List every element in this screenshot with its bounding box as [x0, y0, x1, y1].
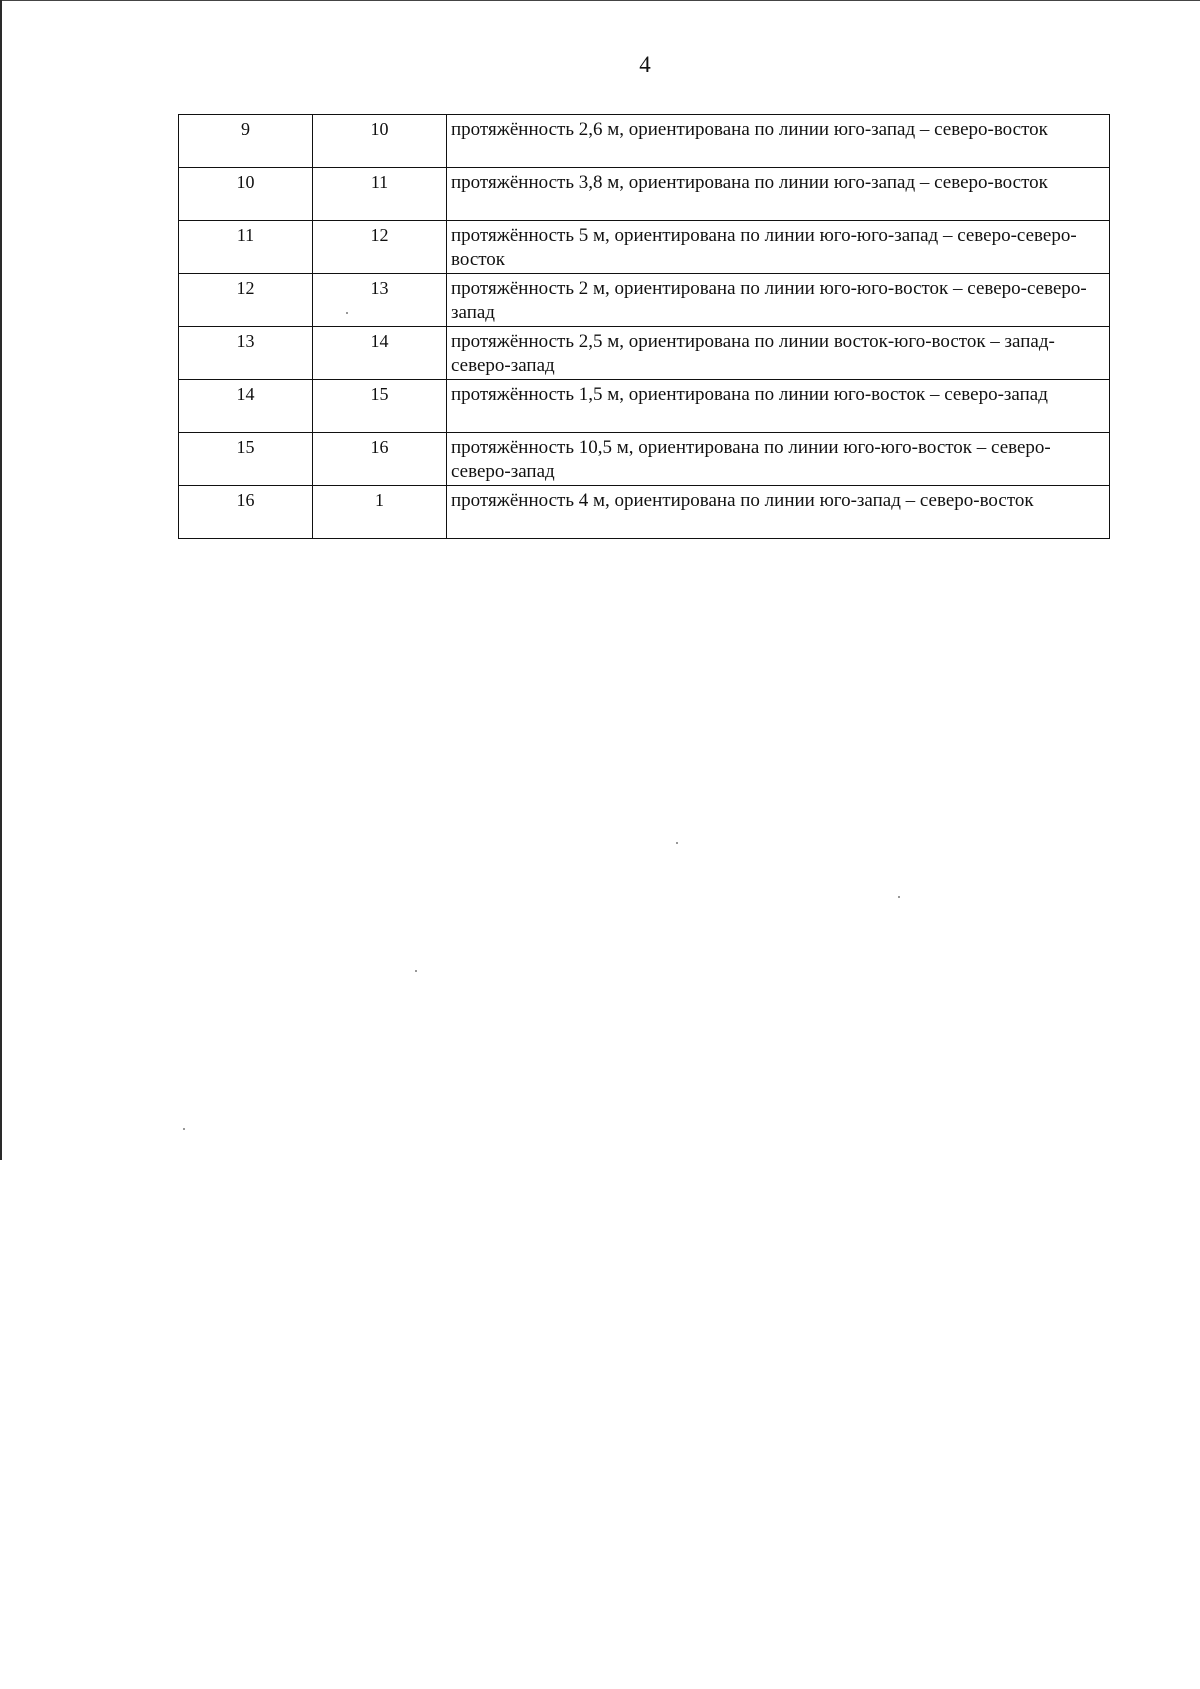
scan-speck	[183, 1128, 185, 1130]
segment-to-point: 12	[313, 221, 447, 274]
segment-from-point: 16	[179, 486, 313, 539]
segment-from-point: 10	[179, 168, 313, 221]
segment-from-point: 12	[179, 274, 313, 327]
page-number: 4	[639, 52, 651, 77]
scan-border-left	[0, 0, 2, 1160]
scan-speck	[898, 896, 900, 898]
segment-from-point: 13	[179, 327, 313, 380]
segment-to-point: 15	[313, 380, 447, 433]
segment-description: протяжённость 5 м, ориентирована по линии юго-юго-запад – северо-северо-восток	[447, 221, 1110, 274]
segment-to-point: 14	[313, 327, 447, 380]
segment-description: протяжённость 2,6 м, ориентирована по линии юго-запад – северо-восток	[447, 115, 1110, 168]
segment-from-point: 14	[179, 380, 313, 433]
segment-to-point: 11	[313, 168, 447, 221]
scan-speck	[346, 312, 348, 314]
table-row	[179, 221, 1110, 274]
segment-to-point: 16	[313, 433, 447, 486]
table-row	[179, 115, 1110, 168]
table-row	[179, 168, 1110, 221]
segment-description: протяжённость 1,5 м, ориентирована по линии юго-восток – северо-запад	[447, 380, 1110, 433]
table-row	[179, 486, 1110, 539]
segment-description: протяжённость 3,8 м, ориентирована по линии юго-запад – северо-восток	[447, 168, 1110, 221]
table-row	[179, 327, 1110, 380]
boundary-segments-table	[178, 114, 1110, 539]
segment-from-point: 11	[179, 221, 313, 274]
table-row	[179, 433, 1110, 486]
segment-description: протяжённость 10,5 м, ориентирована по линии юго-юго-восток – северо-северо-запад	[447, 433, 1110, 486]
table-row	[179, 274, 1110, 327]
table-row	[179, 380, 1110, 433]
segment-to-point: 13	[313, 274, 447, 327]
segment-to-point: 1	[313, 486, 447, 539]
segment-from-point: 15	[179, 433, 313, 486]
segment-description: протяжённость 2,5 м, ориентирована по линии восток-юго-восток – запад-северо-запад	[447, 327, 1110, 380]
segment-to-point: 10	[313, 115, 447, 168]
segment-description: протяжённость 4 м, ориентирована по линии юго-запад – северо-восток	[447, 486, 1110, 539]
scan-border-top	[0, 0, 1200, 1]
segment-from-point: 9	[179, 115, 313, 168]
scan-speck	[415, 970, 417, 972]
scan-speck	[676, 842, 678, 844]
segment-description: протяжённость 2 м, ориентирована по линии юго-юго-восток – северо-северо-запад	[447, 274, 1110, 327]
